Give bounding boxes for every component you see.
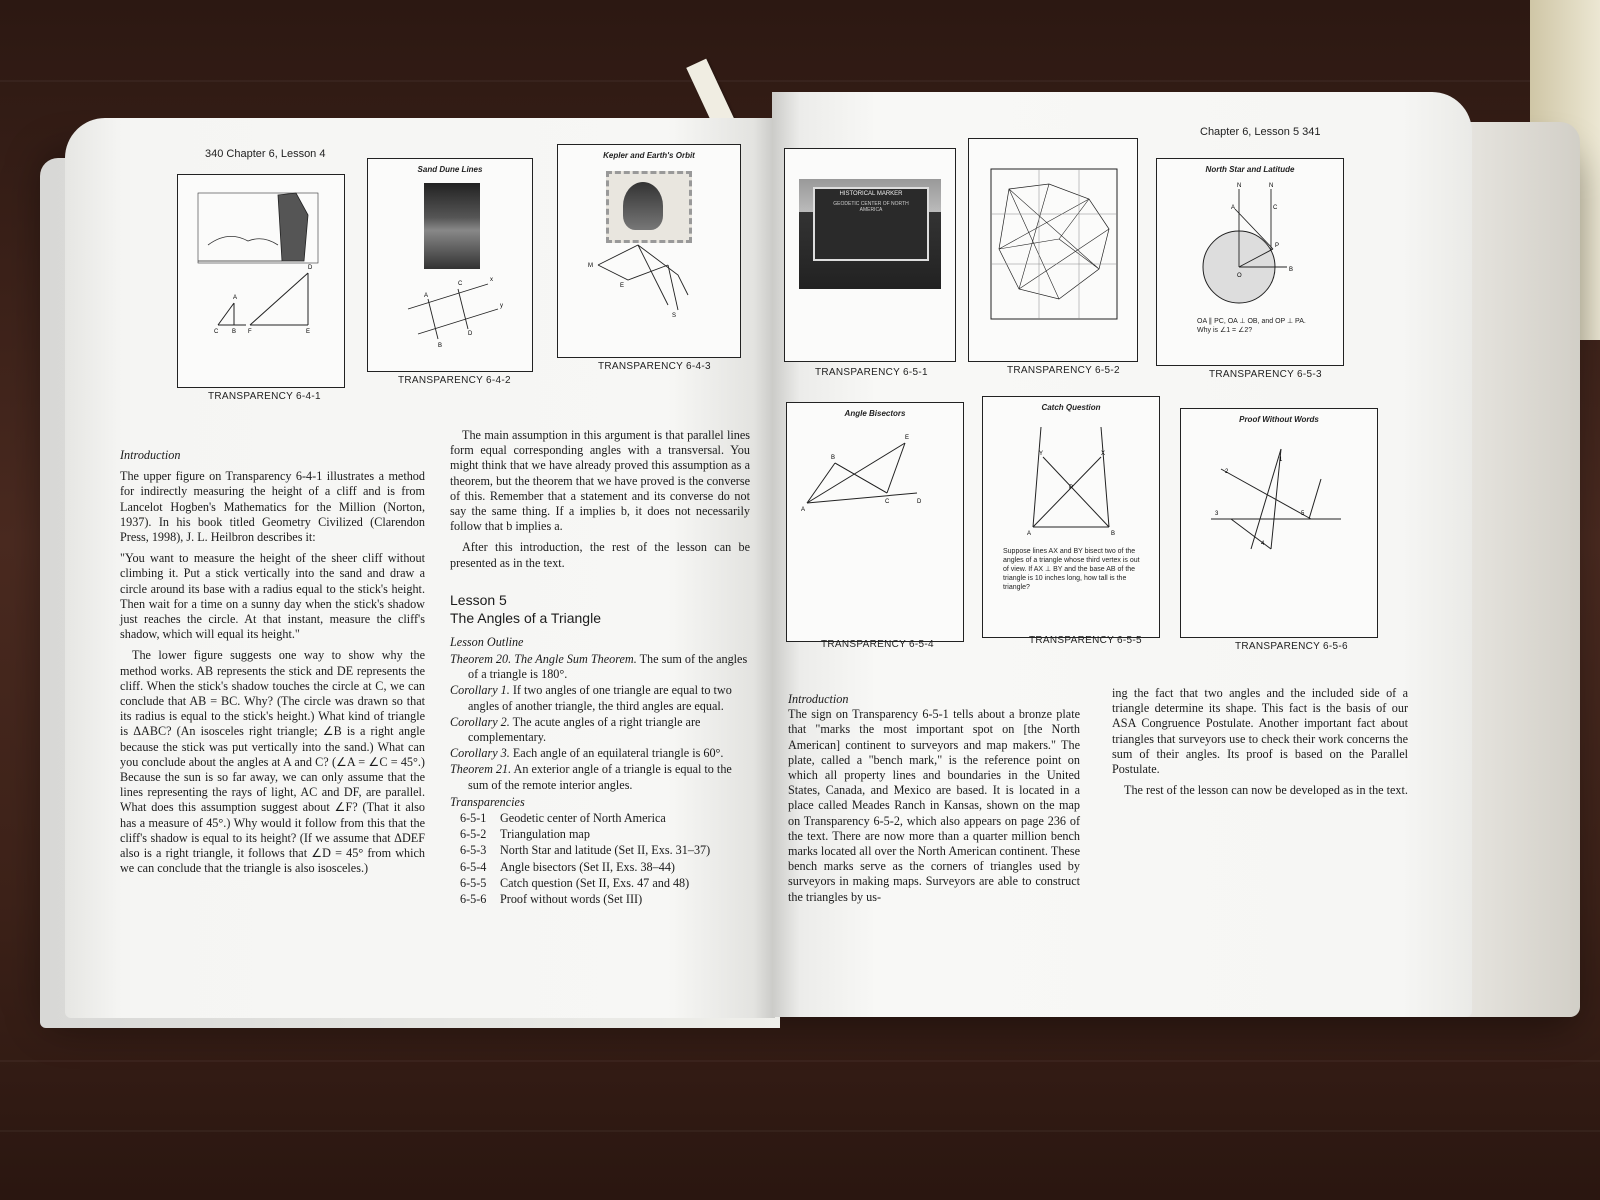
svg-text:N: N: [1237, 183, 1242, 189]
outline-item: Corollary 2. The acute angles of a right triangle are complementary.: [450, 714, 701, 745]
outline-item: Corollary 1. If two angles of one triangle are equal to two angles of another triangle, the third angles are equal.: [450, 683, 732, 713]
wood-grain: [0, 80, 1600, 82]
panel-title: Kepler and Earth's Orbit: [603, 151, 695, 160]
outline-item: Theorem 21. An exterior angle of a triangle is equal to the sum of the remote interior angles.: [450, 762, 732, 792]
svg-text:A: A: [1027, 531, 1032, 537]
left-page-header: 340 Chapter 6, Lesson 4: [205, 148, 326, 160]
left-page-column-2: [450, 428, 750, 908]
outline-item: Theorem 20. The Angle Sum Theorem. The sum of the angles of a triangle is 180°.: [450, 652, 748, 682]
transparency-6-5-2-panel: [968, 138, 1138, 376]
cliff-diagram: [178, 175, 344, 387]
transparency-list-item: 6-5-6 Proof without words (Set III): [460, 892, 643, 907]
transparency-6-5-3-panel: [1156, 158, 1344, 380]
transparency-caption: TRANSPARENCY 6-5-4: [821, 639, 934, 650]
svg-text:A: A: [801, 507, 806, 513]
transparency-6-5-5-panel: [982, 396, 1160, 646]
svg-text:3: 3: [1215, 511, 1219, 517]
panel-title: Angle Bisectors: [844, 409, 906, 418]
wood-grain: [0, 1130, 1600, 1132]
svg-text:P: P: [1069, 485, 1074, 491]
panel-note: Suppose lines AX and BY bisect two of the angles of a triangle whose third vertex is out of view. If AX ⊥ BY and the base AB of the triangle is 10 inches long, how tall is the triangle?: [1003, 548, 1140, 591]
left-page: [65, 118, 775, 1018]
right-page-column-1: [788, 692, 1080, 911]
transparency-list-item: 6-5-1 Geodetic center of North America: [460, 811, 666, 826]
transparencies-heading: Transparencies: [450, 794, 525, 809]
svg-text:B: B: [1289, 267, 1294, 273]
svg-text:X: X: [1101, 451, 1106, 457]
historical-marker-photo: [799, 179, 941, 289]
svg-text:M: M: [588, 263, 593, 269]
intro-heading: Introduction: [120, 448, 181, 462]
right-page-column-2: [1112, 686, 1408, 804]
catch-question-diagram: [983, 397, 1159, 637]
svg-text:A: A: [1231, 205, 1236, 211]
hogben-quote: "You want to measure the height of the sheer cliff without climbing it. Put a stick vertically into the sand and draw a circle around its base with a radius equal to the stick's height. Then wait for a time on a sunny day when the stick's shadow just reaches the circle. At that instant, measure the cliff's shadow, which will equal its height.": [120, 551, 425, 642]
explanation-paragraph: The lower figure suggests one way to show why the method works. AB represents the stick and DE represents the cliff. When the stick's shadow touches the circle at C, we can conclude that AB = BC. Why? (The circle was drawn so that its radius is equal to the stick's height.) What kind of triangle is ΔABC? (An isosceles right triangle; ∠B is a right angle because the stick was put vertically into the sand.) What can you conclude about the angles at A and C? (∠A = ∠C = 45°.) Because the sun is so far away, we can only assume that the lines representing the rays of light, AC and DF, are parallel. What does this assumption suggest about ∠F? (That it also has a measure of 45°.) Why would it follow from this that the cliff's shadow is equal to its height? (If we assume that ΔDEF also is a right triangle, it follows that ∠D = 45° from which we can conclude that the triangle is also isosceles.): [120, 648, 425, 876]
parallel-lines-diagram: [368, 159, 532, 371]
transparency-caption: TRANSPARENCY 6-4-1: [208, 391, 321, 402]
transparency-caption: TRANSPARENCY 6-5-5: [1029, 635, 1142, 646]
star-proof-diagram: [1181, 409, 1377, 637]
svg-text:P: P: [1275, 243, 1280, 249]
svg-text:O: O: [1237, 273, 1242, 279]
right-page-header: Chapter 6, Lesson 5 341: [1200, 126, 1321, 138]
svg-text:B: B: [831, 455, 836, 461]
panel-title: Proof Without Words: [1239, 415, 1319, 424]
transparency-list-item: 6-5-3 North Star and latitude (Set II, Exs. 31–37): [460, 843, 711, 858]
svg-text:C: C: [458, 281, 463, 287]
transparency-list-item: 6-5-4 Angle bisectors (Set II, Exs. 38–44): [460, 859, 675, 874]
svg-text:D: D: [468, 331, 473, 337]
marker-sign: [813, 187, 929, 261]
marker-sign-subtitle: GEODETIC CENTER OF NORTH AMERICA: [833, 201, 909, 213]
triangulation-map: [969, 139, 1137, 361]
transparency-6-4-1-panel: [177, 174, 345, 402]
svg-text:D: D: [917, 499, 922, 505]
svg-text:B: B: [232, 329, 237, 335]
transparency-list-item: 6-5-5 Catch question (Set II, Exs. 47 and 48): [460, 875, 690, 890]
svg-text:E: E: [306, 329, 311, 335]
transparency-caption: TRANSPARENCY 6-5-3: [1209, 369, 1322, 380]
transparency-6-4-3-panel: [557, 144, 741, 372]
panel-title: Sand Dune Lines: [417, 165, 483, 174]
svg-text:A: A: [424, 293, 429, 299]
svg-text:Y: Y: [1039, 451, 1044, 457]
transparency-list-item: 6-5-2 Triangulation map: [460, 827, 590, 842]
svg-text:C: C: [214, 329, 219, 335]
transparency-caption: TRANSPARENCY 6-4-3: [598, 361, 711, 372]
transparency-caption: TRANSPARENCY 6-5-6: [1235, 641, 1348, 652]
svg-text:E: E: [620, 283, 625, 289]
svg-text:y: y: [500, 303, 503, 309]
right-page: [772, 92, 1472, 1017]
lesson-title: The Angles of a Triangle: [450, 609, 601, 626]
svg-text:N: N: [1269, 183, 1274, 189]
transparency-6-5-4-panel: [786, 402, 964, 650]
intro-paragraph: The sign on Transparency 6-5-1 tells about a bronze plate that "marks the most important spot on [the North American] continent to surveyors and map makers." The plate, called a "bench mark," is the reference point on which all property lines and boundaries in the United States, Canada, and Mexico are based. It is located in a place called Meades Ranch in Kansas, shown on the map on Transparency 6-5-2, which also appears on page 236 of the text. There are now more than a quarter million bench marks located all over the North American continent. These bench marks serve as the corners of triangles used by surveyors in making maps. Surveyors are able to construct the triangles by us-: [788, 707, 1080, 904]
outline-heading: Lesson Outline: [450, 634, 524, 649]
lesson-number: Lesson 5: [450, 591, 507, 608]
transparency-caption: TRANSPARENCY 6-5-1: [815, 367, 928, 378]
wood-grain: [0, 1060, 1600, 1062]
svg-text:A: A: [233, 295, 238, 301]
angle-bisectors-diagram: [787, 403, 963, 641]
transparency-caption: TRANSPARENCY 6-5-2: [1007, 365, 1120, 376]
svg-text:5: 5: [1301, 511, 1305, 517]
orbit-diagram: [558, 145, 740, 357]
svg-text:B: B: [438, 343, 443, 349]
svg-text:x: x: [490, 277, 493, 283]
svg-text:B: B: [1111, 531, 1116, 537]
panel-note: OA ∥ PC, OA ⊥ OB, and OP ⊥ PA. Why is ∠1 = ∠2?: [1197, 318, 1306, 334]
svg-text:1: 1: [1279, 457, 1283, 463]
transparency-6-5-1-panel: [784, 148, 956, 378]
panel-title: North Star and Latitude: [1205, 165, 1295, 174]
svg-text:S: S: [672, 313, 677, 319]
assumption-paragraph: The main assumption in this argument is that parallel lines form equal corresponding angles with a transversal. You might think that we have already proved this assumption as a theorem, but the theorem that we have proved is the converse of this. Remember that a statement and its converse do not say the same thing. If a implies b, it does not necessarily follow that b implies a.: [450, 428, 750, 534]
svg-text:2: 2: [1225, 469, 1229, 475]
svg-text:F: F: [248, 329, 252, 335]
lesson-heading: [450, 591, 750, 627]
svg-text:E: E: [905, 435, 910, 441]
left-page-column-1: [120, 448, 425, 882]
panel-title: Catch Question: [1041, 403, 1101, 412]
surveyor-paragraph: ing the fact that two angles and the included side of a triangle determine its shape. This fact is the basis of our ASA Congruence Postulate. Another important fact about triangles that surveyors use to check their work concerns the sum of their angles. Its proof is based on the Parallel Postulate.: [1112, 686, 1408, 777]
transparency-6-4-2-panel: [367, 158, 533, 386]
svg-text:C: C: [1273, 205, 1278, 211]
transparency-caption: TRANSPARENCY 6-4-2: [398, 375, 511, 386]
transition-paragraph: The rest of the lesson can now be developed as in the text.: [1124, 783, 1408, 798]
svg-text:C: C: [885, 499, 890, 505]
svg-text:4: 4: [1261, 541, 1265, 547]
intro-paragraph: The upper figure on Transparency 6-4-1 illustrates a method for indirectly measuring the height of a cliff and is from Lancelot Hogben's Mathematics for the Million (Norton, 1937). In his book titled Geometry Civilized (Clarendon Press, 1998), J. L. Heilbron describes it:: [120, 469, 425, 545]
marker-sign-title: HISTORICAL MARKER: [839, 191, 903, 197]
intro-heading: Introduction: [788, 692, 849, 706]
outline-item: Corollary 3. Each angle of an equilateral triangle is 60°.: [450, 746, 724, 761]
transition-paragraph: After this introduction, the rest of the lesson can be presented as in the text.: [450, 540, 750, 570]
transparency-6-5-6-panel: [1180, 408, 1378, 652]
svg-text:D: D: [308, 265, 313, 271]
